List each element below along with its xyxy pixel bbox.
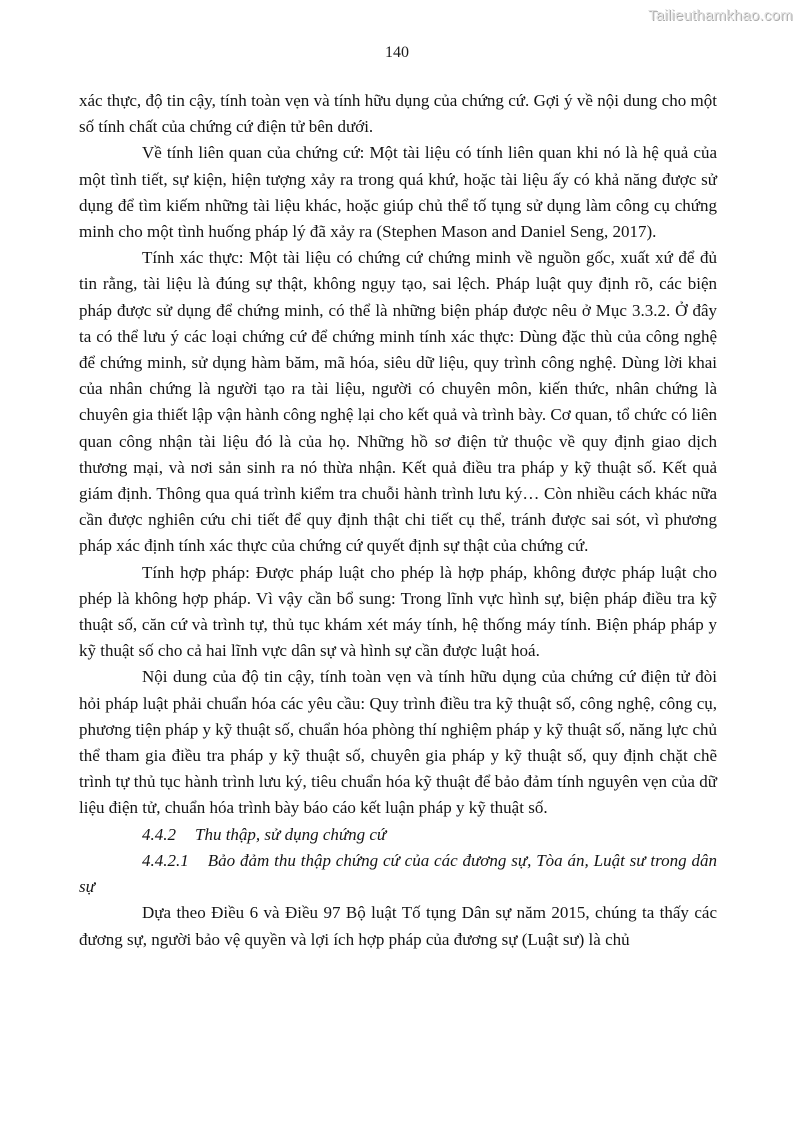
heading-text: Thu thập, sử dụng chứng cứ xyxy=(195,824,387,844)
heading-number: 4.4.2 xyxy=(142,824,176,844)
paragraph: Nội dung của độ tin cậy, tính toàn vẹn và tính hữu dụng của chứng cứ điện tử đòi hỏi pháp luật phải chuẩn hóa các yêu cầu: Quy trình điều tra kỹ thuật số, công nghệ, công cụ, phương tiện pháp y kỹ thuật số, chuẩn hóa phòng thí nghiệm pháp y kỹ thuật số, năng lực chủ thể tham gia điều tra pháp y kỹ thuật số, chuyên gia pháp y kỹ thuật số, quy định chặt chẽ trình tự thủ tục hành trình lưu ký, tiêu chuẩn hóa kỹ thuật để bảo đảm tính nguyên vẹn của dữ liệu điện tử, chuẩn hóa trình bày báo cáo kết luận pháp y kỹ thuật số. xyxy=(79,667,717,818)
section-heading xyxy=(79,848,717,900)
page-number: 140 xyxy=(385,44,409,61)
section-heading xyxy=(79,822,717,848)
paragraph: Tính xác thực: Một tài liệu có chứng cứ chứng minh về nguồn gốc, xuất xứ để đủ tin rằng, tài liệu là đúng sự thật, không ngụy tạo, sai lệch. Pháp luật quy định rõ, các biện pháp được sử dụng để chứng minh, có thể là những biện pháp được nêu ở Mục 3.3.2. Ở đây ta có thể lưu ý các loại chứng cứ để chứng minh tính xác thực: Dùng đặc thù của công nghệ để chứng minh, sử dụng hàm băm, mã hóa, siêu dữ liệu, quy trình công nghệ. Dùng lời khai của nhân chứng là người tạo ra tài liệu, người có chuyên môn, kiến thức, nhân chứng là chuyên gia thiết lập vận hành công nghệ lại cho kết quả và trình bày. Cơ quan, tổ chức có liên quan công nhận tài liệu đó là của họ. Những hồ sơ điện tử thuộc về quy định giao dịch thương mại, và nơi sản sinh ra nó thừa nhận. Kết quả điều tra pháp y kỹ thuật số. Kết quả giám định. Thông qua quá trình kiểm tra chuỗi hành trình lưu ký… Còn nhiều cách khác nữa cần được nghiên cứu chi tiết để quy định thật chi tiết cụ thể, tránh được sai sót, vì phương pháp xác định tính xác thực của chứng cứ quyết định sự thật của chứng cứ. xyxy=(79,248,717,556)
paragraph: Dựa theo Điều 6 và Điều 97 Bộ luật Tố tụng Dân sự năm 2015, chúng ta thấy các đương sự, người bảo vệ quyền và lợi ích hợp pháp của đương sự (Luật sư) là chủ xyxy=(79,903,717,949)
watermark: Tailieuthamkhao.com xyxy=(648,7,793,24)
page-body xyxy=(79,88,717,953)
paragraph: Tính hợp pháp: Được pháp luật cho phép là hợp pháp, không được pháp luật cho phép là không hợp pháp. Vì vậy cần bổ sung: Trong lĩnh vực hình sự, biện pháp điều tra kỹ thuật số, căn cứ và trình tự, thủ tục khám xét máy tính, hệ thống máy tính. Biện pháp pháp y kỹ thuật số cho cả hai lĩnh vực dân sự và hình sự cần được luật hoá. xyxy=(79,562,717,661)
heading-number: 4.4.2.1 xyxy=(142,850,189,870)
paragraph: Về tính liên quan của chứng cứ: Một tài liệu có tính liên quan khi nó là hệ quả của một tình tiết, sự kiện, hiện tượng xảy ra trong quá khứ, hoặc tài liệu ấy có khả năng được sử dụng để tìm kiếm những tài liệu khác, hoặc giúp chủ thể tố tụng sử dụng làm công cụ chứng minh cho một tình huống pháp lý đã xảy ra (Stephen Mason and Daniel Seng, 2017). xyxy=(79,143,717,242)
heading-text: Bảo đảm thu thập chứng cứ của các đương sự, Tòa án, Luật sư trong dân sự xyxy=(79,850,717,897)
paragraph: xác thực, độ tin cậy, tính toàn vẹn và tính hữu dụng của chứng cứ. Gợi ý về nội dung cho một số tính chất của chứng cứ điện tử bên dưới. xyxy=(79,91,717,137)
